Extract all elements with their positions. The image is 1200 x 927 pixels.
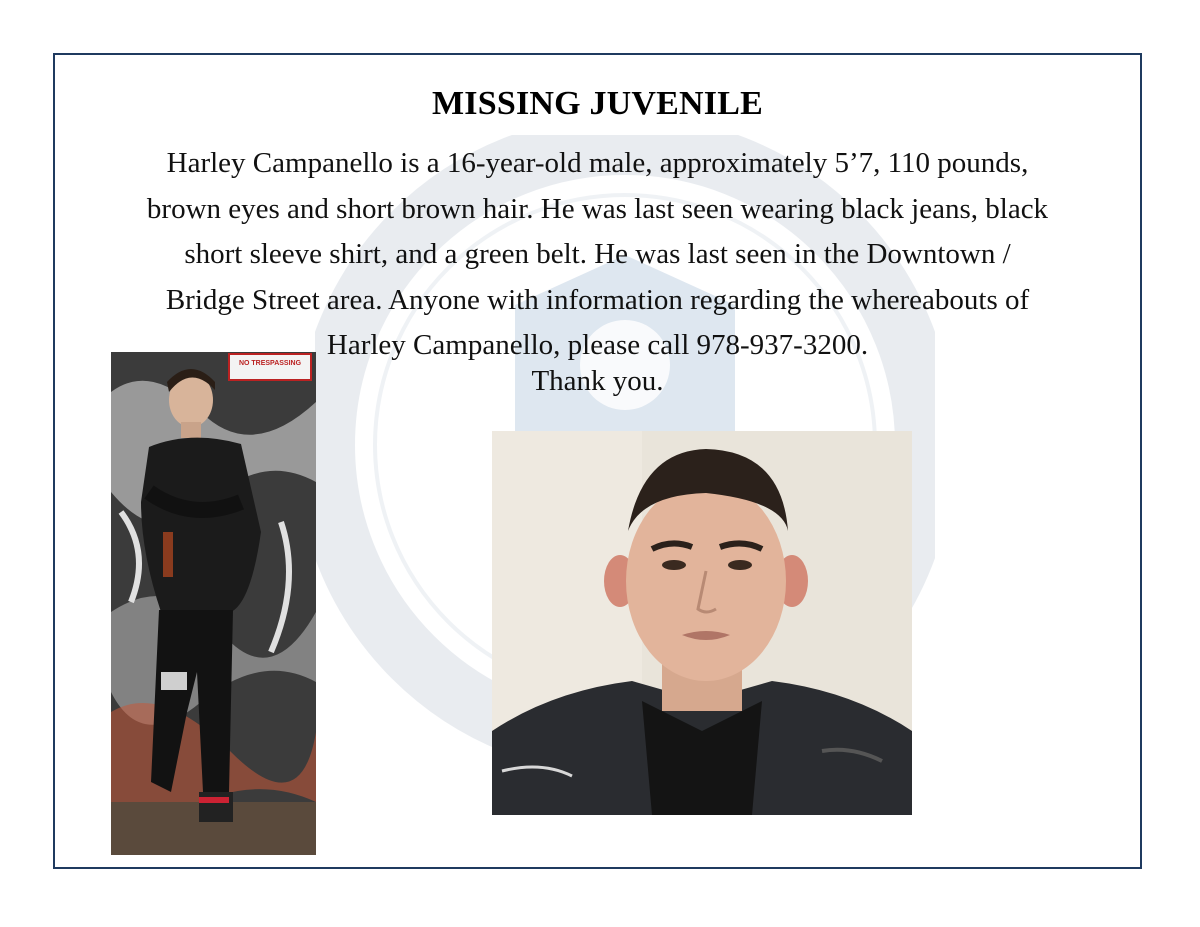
poster-title: MISSING JUVENILE (432, 85, 763, 122)
description-line: brown eyes and short brown hair. He was last seen wearing black jeans, black (146, 192, 1049, 225)
poster-frame (53, 53, 1142, 869)
thank-you-text: Thank you. (531, 365, 664, 397)
description-line: Harley Campanello, please call 978-937-3200. (326, 329, 869, 361)
description-line: Harley Campanello is a 16-year-old male, approximately 5’7, 110 pounds, (166, 147, 1029, 179)
full-body-photo (111, 352, 316, 855)
description-text (79, 141, 1116, 369)
description-line: Bridge Street area. Anyone with information regarding the whereabouts of (165, 283, 1030, 316)
face-photo (492, 431, 912, 815)
sign-text: NO TRESPASSING (238, 360, 302, 367)
description-line: short sleeve shirt, and a green belt. He was last seen in the Downtown / (184, 238, 1011, 270)
